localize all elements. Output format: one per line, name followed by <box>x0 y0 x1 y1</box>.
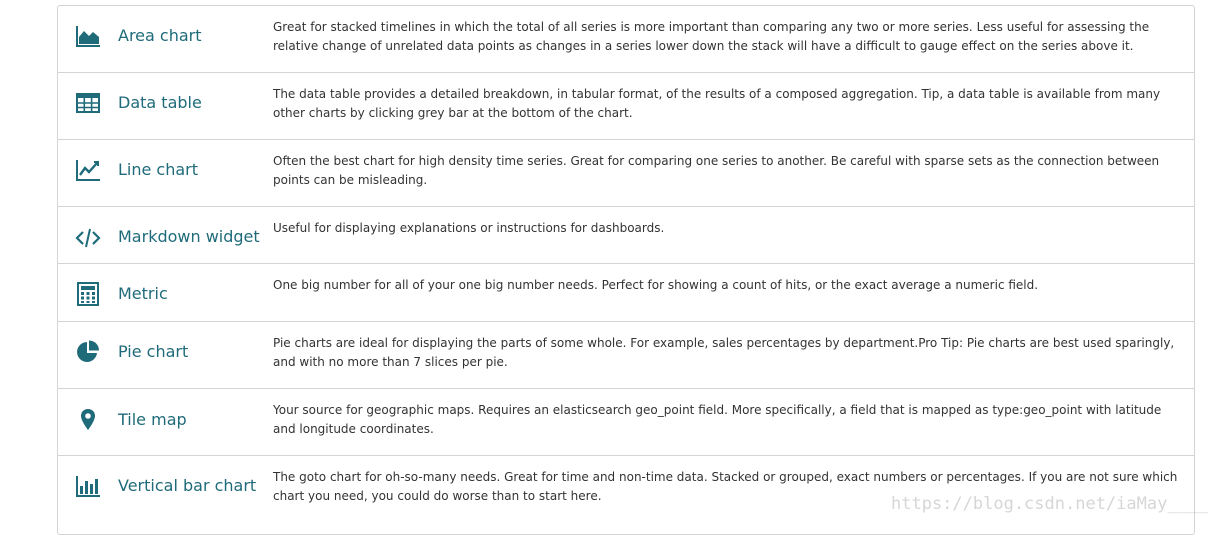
pie-chart-label: Pie chart <box>118 342 189 361</box>
line-chart-description: Often the best chart for high density time series. Great for comparing one series to another. Be careful with sparse sets as the connection between points can be misleading. <box>273 154 1160 187</box>
map-marker-icon <box>75 407 101 433</box>
data-table-description: The data table provides a detailed breakdown, in tabular format, of the results of a composed aggregation. Tip, a data table is available from many other charts by clicking grey bar at the bottom of the chart. <box>273 87 1161 120</box>
data-table-label: Data table <box>118 93 202 112</box>
pie-chart-description: Pie charts are ideal for displaying the parts of some whole. For example, sales percentages by department.Pro Tip: Pie charts are best used sparingly, and with no more than 7 slices per pie. <box>273 336 1175 369</box>
calculator-icon <box>75 281 101 307</box>
list-item-metric[interactable] <box>58 264 1194 322</box>
list-item-pie-chart[interactable] <box>58 322 1194 389</box>
vertical-bar-chart-description: The goto chart for oh-so-many needs. Great for time and non-time data. Stacked or grouped, exact numbers or percentages. If you are not sure which chart you need, you could do worse than to start here. <box>273 470 1178 503</box>
line-chart-icon <box>75 157 101 183</box>
area-chart-label: Area chart <box>118 26 202 45</box>
markdown-widget-description: Useful for displaying explanations or instructions for dashboards. <box>273 221 665 235</box>
metric-description: One big number for all of your one big number needs. Perfect for showing a count of hits, or the exact average a numeric field. <box>273 278 1039 292</box>
metric-label: Metric <box>118 284 168 303</box>
code-icon <box>75 225 101 251</box>
tile-map-label: Tile map <box>118 410 187 429</box>
pie-chart-icon <box>75 339 101 365</box>
line-chart-label: Line chart <box>118 160 199 179</box>
markdown-widget-label: Markdown widget <box>118 227 260 246</box>
vertical-bar-chart-label: Vertical bar chart <box>118 476 257 495</box>
list-item-data-table[interactable] <box>58 73 1194 140</box>
list-item-line-chart[interactable] <box>58 140 1194 207</box>
area-chart-description: Great for stacked timelines in which the total of all series is more important than comparing any two or more series. Less useful for assessing the relative change of unrelated data points as changes in a series lower down the stack will have a difficult to gauge effect on the series above it. <box>273 20 1150 53</box>
tile-map-description: Your source for geographic maps. Requires an elasticsearch geo_point field. More specifically, a field that is mapped as type:geo_point with latitude and longitude coordinates. <box>273 403 1162 436</box>
list-item-markdown-widget[interactable] <box>58 207 1194 264</box>
list-item-tile-map[interactable] <box>58 389 1194 456</box>
data-table-icon <box>75 90 101 116</box>
area-chart-icon <box>75 23 101 49</box>
list-item-area-chart[interactable] <box>58 6 1194 73</box>
list-item-vertical-bar-chart[interactable] <box>58 456 1194 536</box>
watermark-text: https://blog.csdn.net/iaMay____ <box>891 494 1209 514</box>
bar-chart-icon <box>75 473 101 499</box>
visualization-type-list <box>57 5 1195 535</box>
